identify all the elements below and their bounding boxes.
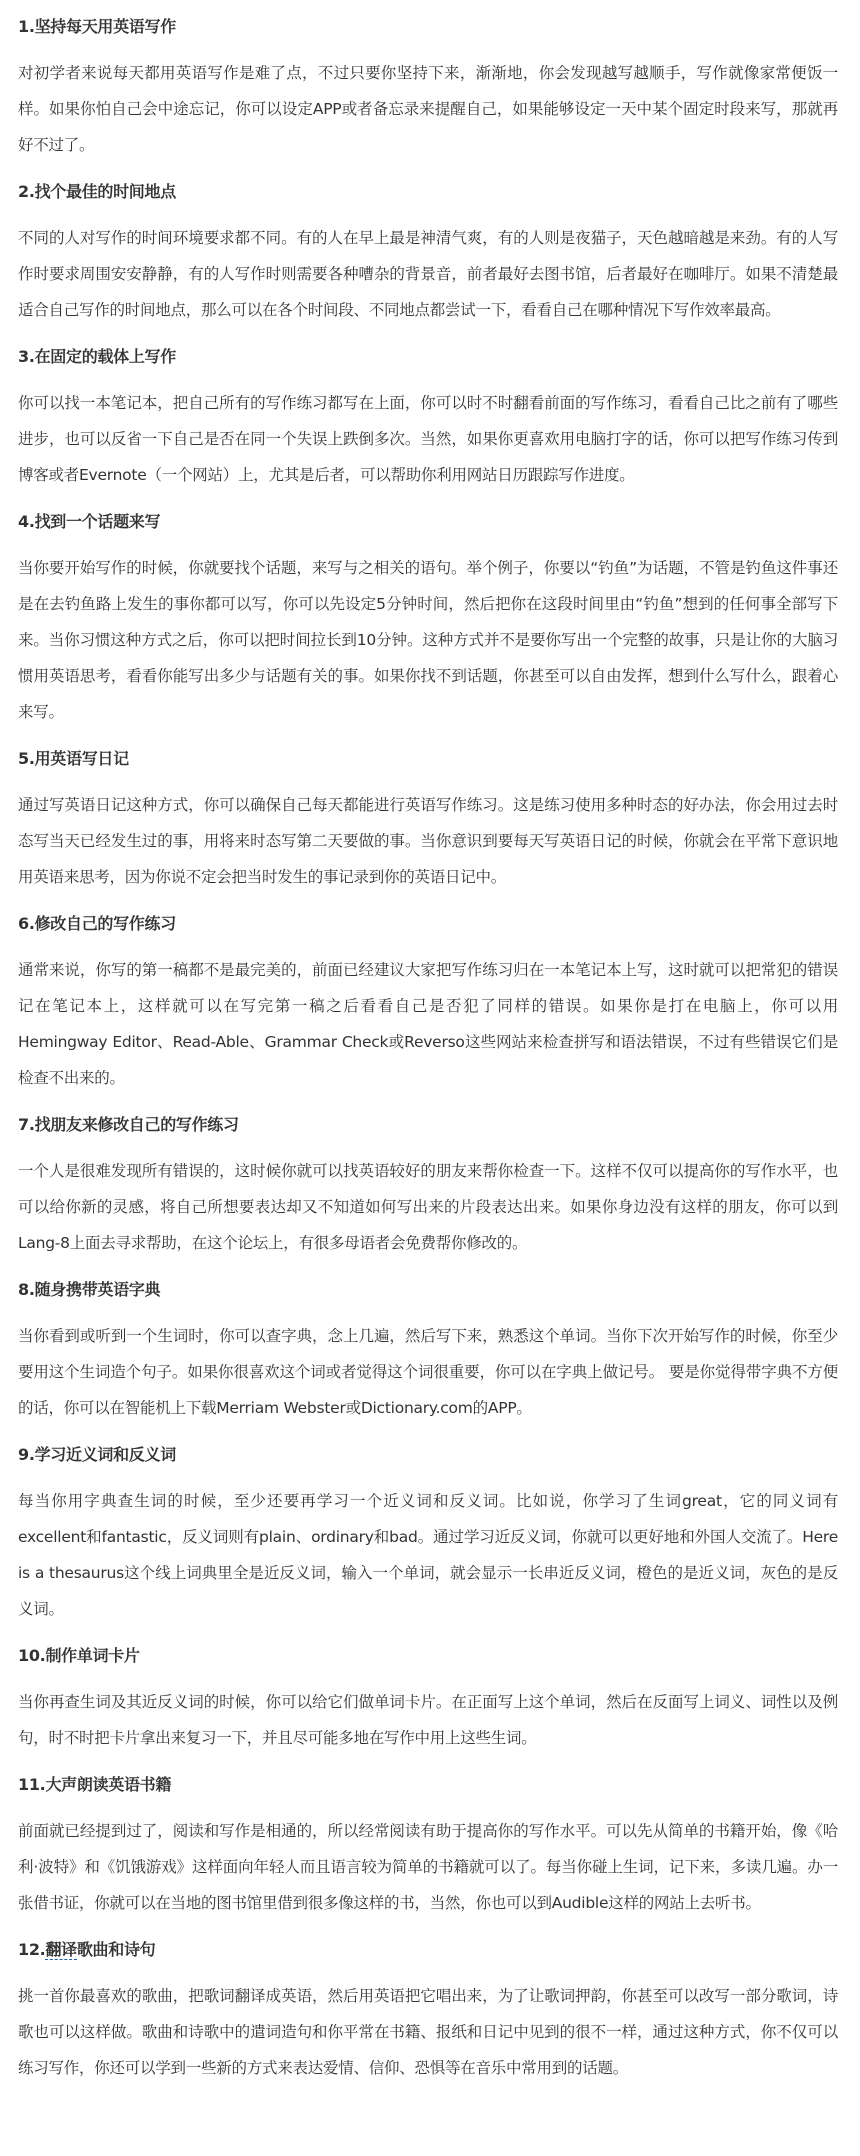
section-paragraph: 通常来说，你写的第一稿都不是最完美的，前面已经建议大家把写作练习归在一本笔记本上写，这时就可以把常犯的错误记在笔记本上，这样就可以在写完第一稿之后看看自己是否犯了同样的错误。如果你是打在电脑上，你可以用Hemingway Editor、Read-Able、Grammar Check或Reverso这些网站来检查拼写和语法错误，不过有些错误它们是检查不出来的。 <box>18 961 838 1087</box>
section-10 <box>18 1638 838 1756</box>
section-9 <box>18 1437 838 1627</box>
section-heading: 9.学习近义词和反义词 <box>18 1445 176 1464</box>
section-5 <box>18 741 838 895</box>
section-heading: 6.修改自己的写作练习 <box>18 914 176 933</box>
section-heading: 3.在固定的载体上写作 <box>18 347 176 366</box>
section-paragraph: 前面就已经提到过了，阅读和写作是相通的，所以经常阅读有助于提高你的写作水平。可以先从简单的书籍开始，像《哈利·波特》和《饥饿游戏》这样面向年轻人而且语言较为简单的书籍就可以了。每当你碰上生词，记下来，多读几遍。办一张借书证，你就可以在当地的图书馆里借到很多像这样的书，当然，你也可以到Audible这样的网站上去听书。 <box>18 1822 838 1912</box>
section-paragraph: 你可以找一本笔记本，把自己所有的写作练习都写在上面，你可以时不时翻看前面的写作练习，看看自己比之前有了哪些进步，也可以反省一下自己是否在同一个失误上跌倒多次。当然，如果你更喜欢用电脑打字的话，你可以把写作练习传到博客或者Evernote（一个网站）上，尤其是后者，可以帮助你利用网站日历跟踪写作进度。 <box>18 394 838 484</box>
section-4 <box>18 504 838 730</box>
section-7 <box>18 1107 838 1261</box>
section-heading: 5.用英语写日记 <box>18 749 129 768</box>
heading-rest: 歌曲和诗句 <box>76 1940 156 1959</box>
section-heading: 7.找朋友来修改自己的写作练习 <box>18 1115 239 1134</box>
section-paragraph: 不同的人对写作的时间环境要求都不同。有的人在早上最是神清气爽，有的人则是夜猫子，天色越暗越是来劲。有的人写作时要求周围安安静静，有的人写作时则需要各种嘈杂的背景音，前者最好去图书馆，后者最好在咖啡厅。如果不清楚最适合自己写作的时间地点，那么可以在各个时间段、不同地点都尝试一下，看看自己在哪种情况下写作效率最高。 <box>18 229 838 319</box>
section-12 <box>18 1932 838 2086</box>
section-paragraph: 当你再查生词及其近反义词的时候，你可以给它们做单词卡片。在正面写上这个单词，然后在反面写上词义、词性以及例句，时不时把卡片拿出来复习一下，并且尽可能多地在写作中用上这些生词。 <box>18 1693 838 1747</box>
section-heading <box>18 1932 838 1968</box>
section-heading: 8.随身携带英语字典 <box>18 1280 161 1299</box>
section-8 <box>18 1272 838 1426</box>
section-2 <box>18 174 838 328</box>
translate-keyword-link[interactable]: 翻译 <box>45 1940 77 1959</box>
section-paragraph: 对初学者来说每天都用英语写作是难了点，不过只要你坚持下来，渐渐地，你会发现越写越顺手，写作就像家常便饭一样。如果你怕自己会中途忘记，你可以设定APP或者备忘录来提醒自己，如果能够设定一天中某个固定时段来写，那就再好不过了。 <box>18 64 838 154</box>
section-heading: 2.找个最佳的时间地点 <box>18 182 176 201</box>
section-paragraph: 每当你用字典查生词的时候，至少还要再学习一个近义词和反义词。比如说，你学习了生词great，它的同义词有excellent和fantastic，反义词则有plain、ordinary和bad。通过学习近反义词，你就可以更好地和外国人交流了。Here is a thesaurus这个线上词典里全是近反义词，输入一个单词，就会显示一长串近反义词，橙色的是近义词，灰色的是反义词。 <box>18 1492 838 1618</box>
section-paragraph: 挑一首你最喜欢的歌曲，把歌词翻译成英语，然后用英语把它唱出来，为了让歌词押韵，你甚至可以改写一部分歌词，诗歌也可以这样做。歌曲和诗歌中的遣词造句和你平常在书籍、报纸和日记中见到的很不一样，通过这种方式，你不仅可以练习写作，你还可以学到一些新的方式来表达爱情、信仰、恐惧等在音乐中常用到的话题。 <box>18 1987 838 2077</box>
section-3 <box>18 339 838 493</box>
section-6 <box>18 906 838 1096</box>
section-paragraph: 一个人是很难发现所有错误的，这时候你就可以找英语较好的朋友来帮你检查一下。这样不仅可以提高你的写作水平，也可以给你新的灵感，将自己所想要表达却又不知道如何写出来的片段表达出来。如果你身边没有这样的朋友，你可以到Lang-8上面去寻求帮助，在这个论坛上，有很多母语者会免费帮你修改的。 <box>18 1162 838 1252</box>
section-heading: 11.大声朗读英语书籍 <box>18 1775 172 1794</box>
section-heading: 1.坚持每天用英语写作 <box>18 17 176 36</box>
section-paragraph: 当你要开始写作的时候，你就要找个话题，来写与之相关的语句。举个例子，你要以“钓鱼”为话题，不管是钓鱼这件事还是在去钓鱼路上发生的事你都可以写，你可以先设定5分钟时间，然后把你在这段时间里由“钓鱼”想到的任何事全部写下来。当你习惯这种方式之后，你可以把时间拉长到10分钟。这种方式并不是要你写出一个完整的故事，只是让你的大脑习惯用英语思考，看看你能写出多少与话题有关的事。如果你找不到话题，你甚至可以自由发挥，想到什么写什么，跟着心来写。 <box>18 559 838 721</box>
section-heading: 4.找到一个话题来写 <box>18 512 161 531</box>
section-1 <box>18 9 838 163</box>
section-paragraph: 通过写英语日记这种方式，你可以确保自己每天都能进行英语写作练习。这是练习使用多种时态的好办法，你会用过去时态写当天已经发生过的事，用将来时态写第二天要做的事。当你意识到要每天写英语日记的时候，你就会在平常下意识地用英语来思考，因为你说不定会把当时发生的事记录到你的英语日记中。 <box>18 796 838 886</box>
section-heading: 10.制作单词卡片 <box>18 1646 140 1665</box>
section-paragraph: 当你看到或听到一个生词时，你可以查字典，念上几遍，然后写下来，熟悉这个单词。当你下次开始写作的时候，你至少要用这个生词造个句子。如果你很喜欢这个词或者觉得这个词很重要，你可以在字典上做记号。 要是你觉得带字典不方便的话，你可以在智能机上下载Merriam Webster或Dictionary.com的APP。 <box>18 1327 838 1417</box>
heading-number: 12. <box>18 1940 46 1959</box>
section-11 <box>18 1767 838 1921</box>
